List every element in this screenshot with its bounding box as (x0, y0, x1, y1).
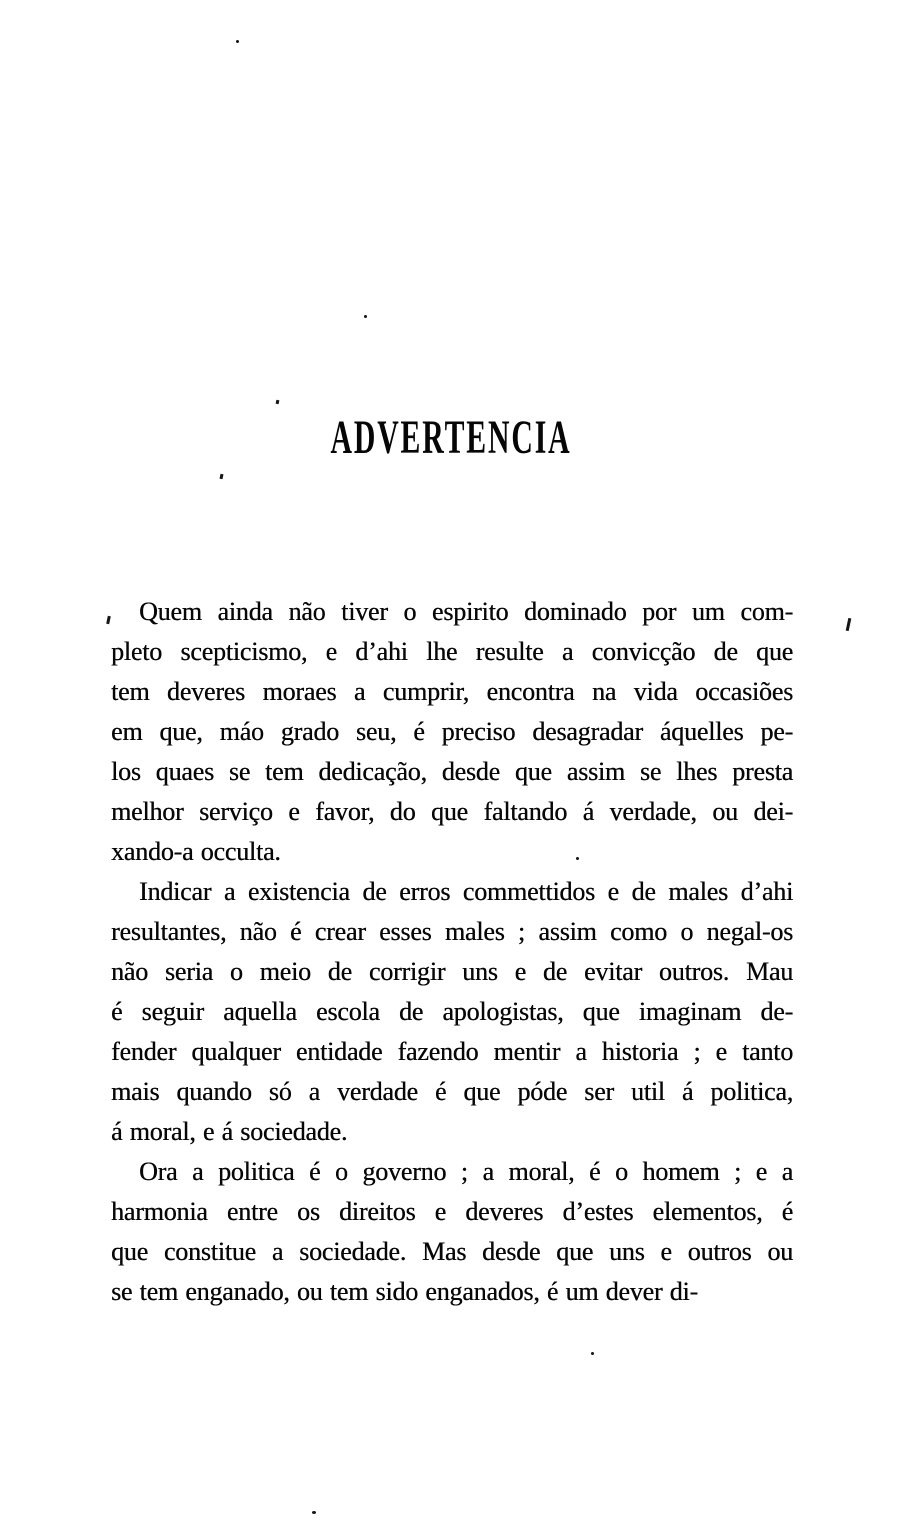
paragraph (111, 1152, 793, 1312)
text-line: resultantes, não é crear esses males ; assim como o negal-os (111, 917, 793, 946)
scan-speck (220, 474, 224, 480)
text-line: mais quando só a verdade é que póde ser util á politica, (111, 1077, 793, 1106)
text-line: harmonia entre os direitos e deveres d’estes elementos, é (111, 1197, 793, 1226)
scan-speck (276, 400, 280, 405)
paragraph (111, 872, 793, 1152)
text-line: Quem ainda não tiver o espirito dominado por um com- (139, 597, 793, 626)
paragraph (111, 592, 793, 872)
scan-speck (236, 40, 239, 43)
text-line: se tem enganado, ou tem sido enganados, é um dever di- (111, 1277, 698, 1306)
scan-speck (364, 315, 367, 318)
page-title: ADVERTENCIA (330, 411, 572, 464)
scan-speck (576, 857, 579, 860)
text-line: Ora a politica é o governo ; a moral, é o homem ; e a (139, 1157, 793, 1186)
scan-speck (846, 618, 852, 631)
text-line: tem deveres moraes a cumprir, encontra na vida occasiões (111, 677, 793, 706)
text-line: á moral, e á sociedade. (111, 1117, 348, 1146)
text-line: pleto scepticismo, e d’ahi lhe resulte a convicção de que (111, 637, 793, 666)
text-line: xando-a occulta. (111, 837, 281, 866)
text-line: melhor serviço e favor, do que faltando á verdade, ou dei- (111, 797, 793, 826)
text-line: em que, máo grado seu, é preciso desagradar áquelles pe- (111, 717, 793, 746)
text-line: que constitue a sociedade. Mas desde que uns e outros ou (111, 1237, 793, 1266)
scan-speck (312, 1511, 316, 1514)
scan-speck (591, 1352, 594, 1355)
text-line: Indicar a existencia de erros commettidos e de males d’ahi (139, 877, 793, 906)
text-line: é seguir aquella escola de apologistas, que imaginam de- (111, 997, 793, 1026)
text-line: não seria o meio de corrigir uns e de evitar outros. Mau (111, 957, 793, 986)
text-line: fender qualquer entidade fazendo mentir a historia ; e tanto (111, 1037, 793, 1066)
text-line: los quaes se tem dedicação, desde que assim se lhes presta (111, 757, 793, 786)
body-text (111, 592, 793, 1312)
